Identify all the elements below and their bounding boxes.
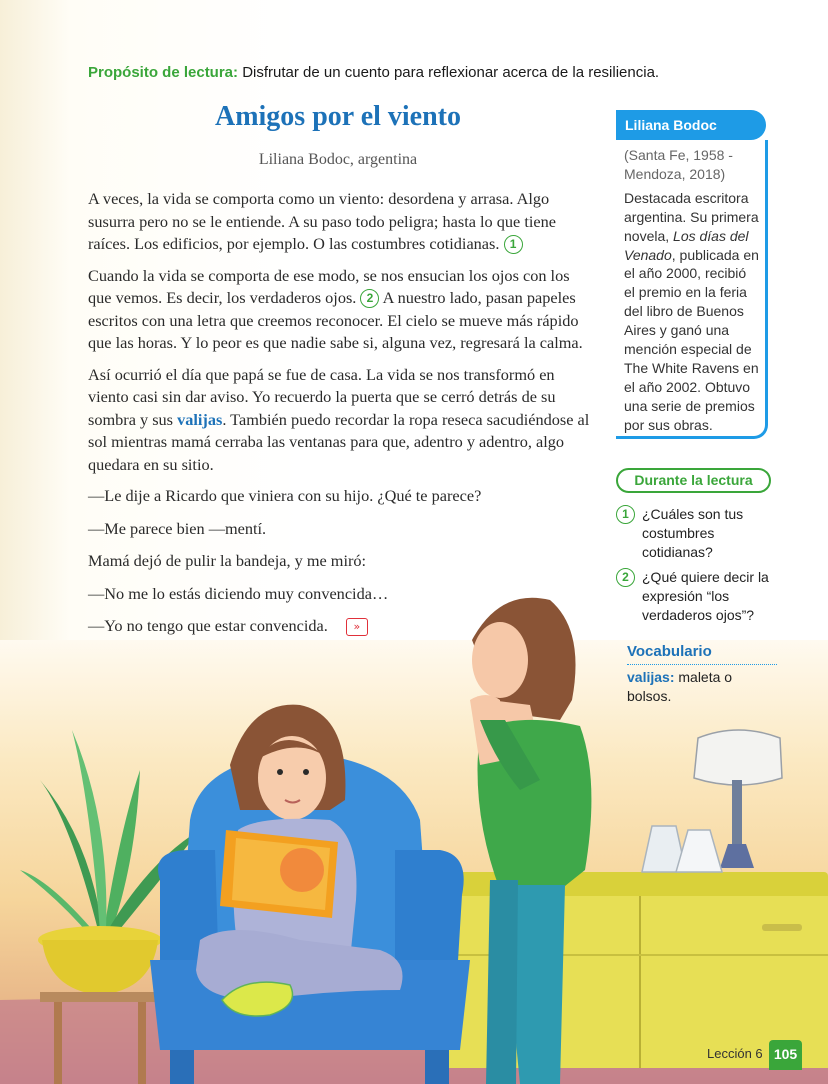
during-question-1 (616, 505, 776, 562)
during-question-2 (616, 568, 776, 625)
paragraph-text: A nuestro lado, pasan papeles escritos con una letra que creemos reconocer. El cielo se mueve más rápido que las horas. Y lo peor es que nadie sabe si, alguna vez, regresará la calma. (88, 288, 583, 352)
dialogue-line (88, 615, 590, 638)
glass (676, 830, 722, 872)
story-paragraph (88, 188, 590, 256)
author-bio-box (616, 140, 768, 439)
reading-purpose (88, 64, 659, 81)
dialogue-line: —Me parece bien —mentí. (88, 518, 267, 538)
question-marker-1[interactable]: 1 (504, 235, 523, 254)
dialogue-text: —Yo no tengo que estar convencida. (88, 616, 328, 635)
continue-arrow-icon[interactable]: » (346, 618, 368, 636)
reading-purpose-label: Propósito de lectura: (88, 64, 239, 81)
question-number: 1 (616, 505, 635, 524)
dialogue-line: —No me lo estás diciendo muy convencida… (88, 583, 389, 603)
bio-book-title: Los días del Venado (624, 227, 749, 263)
question-marker-2[interactable]: 2 (360, 289, 379, 308)
reading-purpose-text: Disfrutar de un cuento para reflexionar acerca de la resiliencia. (238, 64, 660, 81)
story-title: Amigos por el viento (214, 101, 462, 132)
story-paragraph (88, 364, 590, 477)
vocabulary-divider (627, 664, 777, 665)
story-text (88, 188, 590, 648)
bio-text: Destacada escritora argentina. Su primera novela, (624, 189, 759, 244)
question-text: ¿Qué quiere decir la expresión “los verdaderos ojos”? (642, 569, 769, 623)
question-number: 2 (616, 568, 635, 587)
vocabulary-word-link[interactable]: valijas (177, 409, 223, 429)
lesson-label: Lección 6 (707, 1046, 763, 1061)
paragraph-text: A veces, la vida se comporta como un viento: desordena y arrasa. Algo susurra pero no se le entiende. A su paso todo peligra; hasta lo que tiene raíces. Los edificios, por ejemplo. O las costumbres cotidianas. (88, 189, 556, 253)
paragraph-text: . También puedo recordar la ropa reseca sacudiéndose al sol mientras mamá cerraba las ventanas para que, adentro y adentro, algo quedara en su sitio. (88, 409, 590, 474)
story-paragraph (88, 265, 590, 355)
vocabulary-definition (627, 668, 767, 706)
dialogue-line: —Le dije a Ricardo que viniera con su hijo. ¿Qué te parece? (88, 486, 482, 505)
author-dates: (Santa Fe, 1958 - Mendoza, 2018) (624, 147, 733, 182)
vocabulary-meaning: maleta o bolsos. (627, 669, 733, 704)
story-author: Liliana Bodoc, argentina (258, 151, 418, 168)
author-box-title: Liliana Bodoc (616, 110, 766, 140)
bio-text: , publicada en el año 2000, recibió el premio en la feria del libro de Buenos Aires y ganó una mención especial de The White Ravens en el año 2002. Obtuvo una serie de premios por sus obras. (624, 246, 759, 433)
during-reading-label: Durante la lectura (616, 468, 771, 493)
author-bio (624, 189, 759, 435)
paragraph-text: Cuando la vida se comporta de ese modo, se nos ensucian los ojos con los que vemos. Es decir, los verdaderos ojos. (88, 265, 570, 307)
dialogue-line: Mamá dejó de pulir la bandeja, y me miró: (88, 551, 367, 570)
question-text: ¿Cuáles son tus costumbres cotidianas? (642, 506, 744, 560)
vocabulary-term: valijas: (627, 669, 675, 685)
paragraph-text: Así ocurrió el día que papá se fue de casa. La vida se nos transformó en viento casi sin dar aviso. Yo recuerdo la puerta que se cerró detrás de su sombra y sus (88, 364, 556, 429)
page-number: 105 (769, 1040, 802, 1070)
vocabulary-heading: Vocabulario (627, 643, 712, 660)
